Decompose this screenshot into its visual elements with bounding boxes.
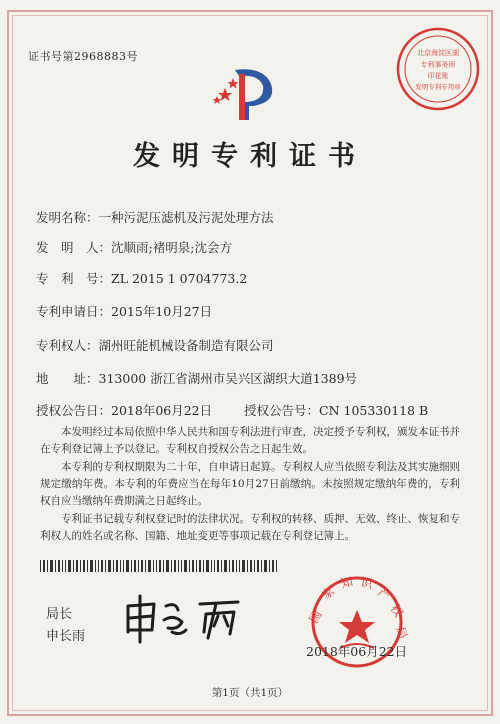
patent-number-value: ZL 2015 1 0704773.2 [111, 271, 248, 286]
paragraph-grant [40, 424, 460, 458]
filing-date-label: 专利申请日： [36, 304, 112, 319]
patentee-value: 湖州旺能机械设备制造有限公司 [98, 338, 274, 353]
patentee-label: 专利权人： [36, 338, 99, 353]
paragraph-grant-text: 本发明经过本局依照中华人民共和国专利法进行审查，决定授予专利权，颁发本证书并在专利登记簿上予以登记。专利权自授权公告之日起生效。 [40, 426, 460, 455]
address-label: 地 址： [36, 371, 99, 386]
address-value: 313000 浙江省湖州市吴兴区湖织大道1389号 [98, 371, 358, 386]
barcode-icon [40, 560, 280, 572]
grant-date-label: 授权公告日： [36, 403, 112, 418]
grant-date-value: 2018年06月22日 [111, 403, 213, 418]
document-title: 发明专利证书 [133, 141, 367, 172]
director-signature-icon [120, 592, 250, 644]
publication-number-value: CN 105330118 B [319, 403, 429, 418]
svg-text:权: 权 [387, 601, 406, 620]
agency-seal-stamp [394, 25, 482, 113]
director-title: 局长 [46, 607, 73, 622]
publication-number-row [244, 401, 428, 419]
svg-text:局: 局 [393, 625, 410, 641]
page-number: 第1页（共1页） [211, 687, 289, 699]
filing-date-value: 2015年10月27日 [111, 304, 213, 319]
paragraph-status-text: 专利证书记载专利权登记时的法律状况。专利权的转移、质押、无效、终止、恢复和专利权人的姓名或名称、国籍、地址变更等事项记载在专利登记簿上。 [40, 513, 460, 542]
certificate-number: 证书号第2968883号 [28, 50, 138, 63]
svg-text:国: 国 [306, 608, 325, 626]
svg-text:识: 识 [359, 575, 374, 592]
svg-text:知: 知 [339, 574, 355, 591]
seal-date: 2018年06月22日 [306, 644, 408, 659]
publication-number-label: 授权公告号： [244, 403, 320, 418]
paragraph-term [40, 459, 460, 510]
paragraph-status [40, 511, 460, 545]
svg-text:家: 家 [318, 583, 338, 603]
director-name: 申长雨 [46, 629, 86, 644]
svg-text:专利事务所: 专利事务所 [420, 61, 456, 69]
svg-text:发明专利专用章: 发明专利专用章 [415, 83, 461, 91]
cnipa-logo-icon [205, 62, 295, 122]
address-row [36, 369, 357, 387]
svg-text:印花账: 印花账 [427, 72, 449, 80]
invention-name-label: 发明名称： [36, 210, 99, 225]
patent-number-label: 专 利 号： [36, 271, 112, 286]
svg-text:北京海淀区湖: 北京海淀区湖 [417, 49, 459, 57]
svg-text:产: 产 [375, 584, 394, 603]
patentee-row [36, 336, 274, 354]
paragraph-term-text: 本专利的专利权期限为二十年，自申请日起算。专利权人应当依照专利法及其实施细则规定缴纳年费。本专利的年费应当在每年10月27日前缴纳。未按照规定缴纳年费的，专利权自应当缴纳年费期满之日起终止。 [40, 461, 460, 507]
inventor-label: 发 明 人： [36, 240, 112, 255]
filing-date-row [36, 302, 212, 320]
grant-date-row [36, 401, 212, 419]
patent-number-row [36, 269, 247, 287]
invention-name-row [36, 208, 274, 226]
inventor-row [36, 238, 232, 256]
inventor-value: 沈顺雨;褚明泉;沈会方 [111, 240, 232, 255]
invention-name-value: 一种污泥压滤机及污泥处理方法 [98, 210, 274, 225]
